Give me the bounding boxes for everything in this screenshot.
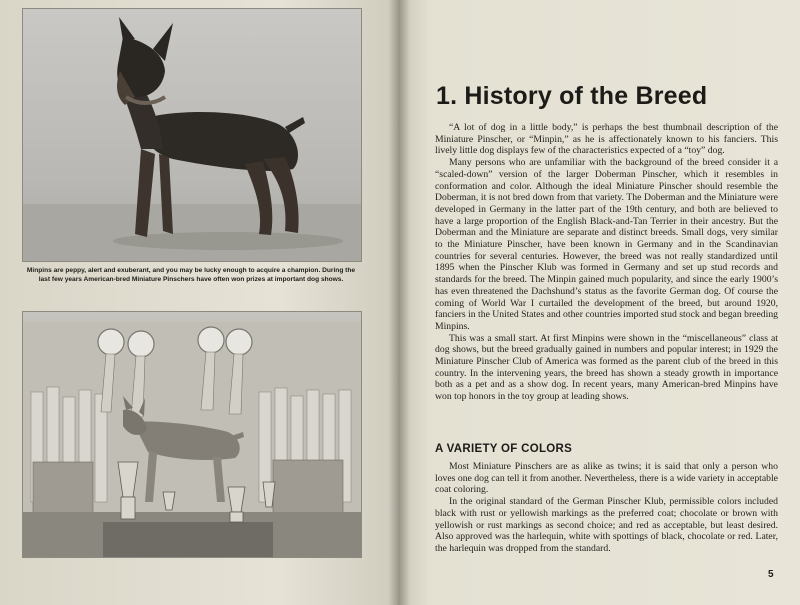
colors-body-text: [435, 461, 778, 555]
book-gutter: [388, 0, 410, 605]
page-number: 5: [768, 569, 774, 580]
standing-dog-illustration: [23, 9, 361, 261]
history-body-text: [435, 122, 778, 403]
photo-show-dog-trophies: [22, 311, 362, 558]
photo-standing-minpin: [22, 8, 362, 262]
trophies-ribbons-illustration: [23, 312, 361, 557]
paragraph: In the original standard of the German Pinscher Klub, permissible colors included black with rust or yellowish markings as the preferred coat; chocolate or brown with yellowish or rust markings as second choice; and red as acceptable, but least desired. Also approved was the harlequin, white with spottings of black, chocolate or red. Later, the harlequin was dropped from the standard.: [435, 496, 778, 554]
paragraph: “A lot of dog in a little body,” is perhaps the best thumbnail description of the Miniature Pinscher, or “Minpin,” as he is affectionately known to his fanciers. This lively little dog displays few of the characteristics expected of a “toy” dog.: [435, 122, 778, 157]
section-heading: A VARIETY OF COLORS: [435, 443, 573, 455]
paragraph: This was a small start. At first Minpins were shown in the “miscellaneous” class at dog shows, but the breed gradually gained in numbers and popular interest; in 1929 the Miniature Pinscher Club of America was formed as the parent club of the breed in this country. In the intervening years, the breed has shown a steady growth in importance both as a pet and as a show dog. In recent years, many American-bred Minpins have won top honors in the toy group at leading shows.: [435, 332, 778, 403]
photo-caption: Minpins are peppy, alert and exuberant, and you may be lucky enough to acquire a champion. During the last few years American-bred Miniature Pinschers have often won prizes at important dog shows.: [26, 267, 356, 283]
paragraph: Most Miniature Pinschers are as alike as twins; it is said that only a person who loves one dog can tell it from another. Nevertheless, there is a wide variety in acceptable coat coloring.: [435, 461, 778, 496]
chapter-title: 1. History of the Breed: [436, 82, 708, 110]
paragraph: Many persons who are unfamiliar with the background of the breed consider it a “scaled-down” version of the larger Doberman Pinscher, which it resembles in conformation and color. Although the ideal Miniature Pinscher should resemble the Doberman, it is not bred down from that variety. The Doberman and the Miniature were developed in Germany in the latter part of the 19th century, and both are believed to have a large proportion of the English Black-and-Tan Terrier in their ancestry. But the Doberman and the Miniature are separate and distinct breeds. Small dogs, very similar to the Miniature Pinscher, have been known in Germany and in the Scandinavian countries for several centuries. However, the breed was not really standardized until 1895 when the Pinscher Klub was formed in Germany and set up stud records and standards for the breed. The Minpin gained much popularity, and since the early 1900’s has even threatened the Dachshund’s status as the favorite German dog. Of course the coming of World War I curtailed the development of the breed, but around 1920, fanciers in the United States and other countries imported stud stock and began breeding Minpins.: [435, 157, 779, 332]
